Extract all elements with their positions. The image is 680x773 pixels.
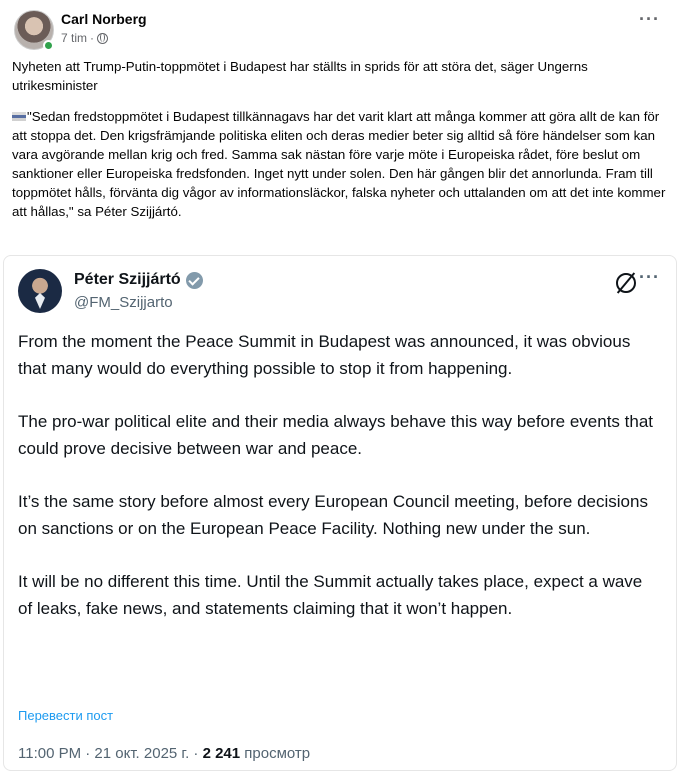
tweet-paragraph: It will be no different this time. Until the Summit actually takes place, expect a wave of leaks, fake news, and statements claiming that it won’t happen. (18, 572, 643, 618)
embedded-tweet[interactable] (3, 255, 677, 771)
post-text (12, 57, 672, 233)
tweet-paragraph: It’s the same story before almost every European Council meeting, before decisions on sanctions or on the European Peace Facility. Nothing new under the sun. (18, 492, 648, 538)
post-quote-text: "Sedan fredstoppmötet i Budapest tillkännagavs har det varit klart att många kommer att göra allt de kan för att stoppa det. Den krigsfrämjande politiska eliten och deras medier beter sig alltid så före händelser som kan vara avgörande mellan krig och fred. Samma sak nästan före varje möte i Europeiska rådet, före beslut om sanktioner eller Europeiska fredsfonden. Inget nytt under solen. Den här gången blir det annorlunda. Fram till toppmötet hålls, förvänta dig vågor av informationsläckor, falska nyheter och uttalanden om att det inte kommer att hållas," sa Péter Szijjártó. (12, 109, 666, 219)
meta-separator: · (90, 31, 95, 45)
flag-icon (12, 112, 26, 121)
verified-badge-icon (186, 272, 203, 289)
post-meta (61, 31, 108, 45)
tweet-paragraph: From the moment the Peace Summit in Budapest was announced, it was obvious that many would do everything possible to stop it from happening. (18, 332, 631, 378)
views-count: 2 241 (202, 745, 241, 762)
tweet-paragraph: The pro-war political elite and their media always behave this way before events that could prove decisive between war and peace. (18, 412, 654, 458)
post-paragraph-headline: Nyheten att Trump-Putin-toppmötet i Budapest har ställts in sprids för att störa det, säger Ungerns utrikesminister (12, 59, 588, 93)
views-label: просмотр (244, 745, 311, 762)
tweet-body (18, 329, 658, 622)
translate-post-link[interactable]: Перевести пост (18, 708, 114, 723)
globe-icon[interactable] (97, 33, 108, 44)
tweet-author-name[interactable]: Péter Szijjártó (74, 271, 181, 288)
post-time[interactable]: 7 tim (61, 31, 88, 45)
post-header (12, 8, 668, 52)
tweet-more-icon[interactable]: ··· (639, 267, 660, 287)
post-paragraph-quote (12, 107, 672, 221)
tweet-footer (18, 745, 310, 762)
tweet-timestamp[interactable]: 11:00 PM · 21 окт. 2025 г. · (18, 745, 199, 762)
online-status-icon (43, 40, 54, 51)
tweet-author-handle[interactable]: @FM_Szijjarto (74, 294, 173, 311)
grok-icon[interactable] (616, 273, 636, 293)
tweet-author-avatar[interactable] (18, 269, 62, 313)
more-options-icon[interactable]: ··· (639, 9, 660, 29)
author-name[interactable]: Carl Norberg (61, 11, 147, 27)
tweet-author-name-row[interactable] (74, 271, 203, 289)
